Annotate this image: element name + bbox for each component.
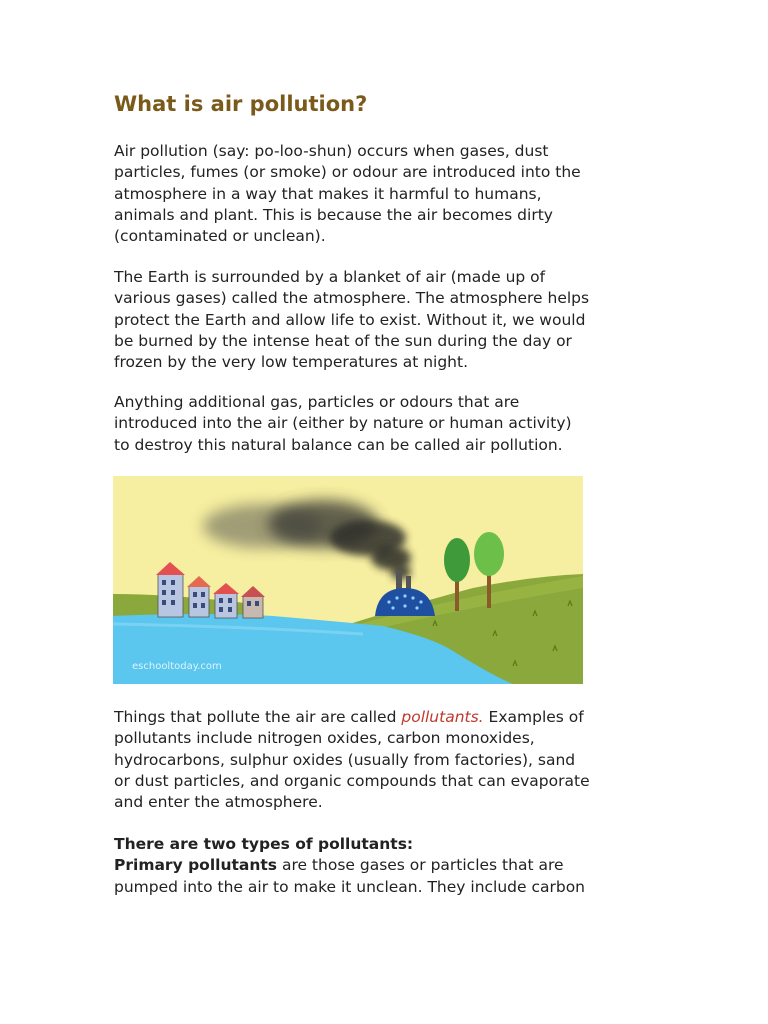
text-line: frozen by the very low temperatures at night.: [114, 353, 469, 372]
text-line: pollutants include nitrogen oxides, carbon monoxides,: [114, 729, 535, 748]
text-line: or dust particles, and organic compounds that can evaporate: [114, 771, 590, 790]
text-line: Air pollution (say: po-loo-shun) occurs when gases, dust: [114, 142, 549, 160]
text-line: animals and plant. This is because the air becomes dirty: [114, 205, 553, 224]
paragraph-definition: [114, 141, 674, 247]
text-line: [114, 855, 674, 876]
paragraph-balance: [114, 392, 674, 456]
text-line: Anything additional gas, particles or odours that are: [114, 393, 520, 411]
text-line: hydrocarbons, sulphur oxides (usually from factories), sand: [114, 750, 576, 769]
text-line: pumped into the air to make it unclean. They include carbon: [114, 877, 586, 896]
pollutants-term: pollutants.: [401, 708, 484, 726]
text-line: particles, fumes (or smoke) or odour are introduced into the: [114, 163, 581, 182]
paragraph-pollutants: [114, 707, 674, 813]
primary-pollutants-term: Primary pollutants: [114, 856, 278, 875]
text-line: be burned by the intense heat of the sun during the day or: [114, 331, 572, 350]
text-fragment: are those gases or particles that are: [277, 856, 564, 875]
text-fragment: Things that pollute the air are called: [114, 708, 402, 726]
text-line: to destroy this natural balance can be called air pollution.: [114, 435, 563, 454]
text-fragment: Examples of: [483, 708, 584, 726]
text-line: (contaminated or unclean).: [114, 227, 326, 246]
text-line: atmosphere in a way that makes it harmful to humans,: [114, 184, 542, 203]
pollution-illustration: [113, 476, 583, 684]
text-line: and enter the atmosphere.: [114, 793, 323, 812]
text-line: [114, 707, 674, 728]
types-heading: There are two types of pollutants:: [114, 835, 414, 853]
section-heading: [114, 834, 674, 855]
text-line: introduced into the air (either by nature or human activity): [114, 414, 572, 433]
paragraph-types: [114, 834, 674, 898]
page-title: What is air pollution?: [114, 92, 368, 116]
text-line: various gases) called the atmosphere. The atmosphere helps: [114, 289, 590, 308]
paragraph-atmosphere: [114, 267, 674, 373]
image-watermark: eschooltoday.com: [132, 661, 222, 672]
text-line: The Earth is surrounded by a blanket of air (made up of: [114, 268, 546, 286]
text-line: protect the Earth and allow life to exist. Without it, we would: [114, 310, 586, 329]
